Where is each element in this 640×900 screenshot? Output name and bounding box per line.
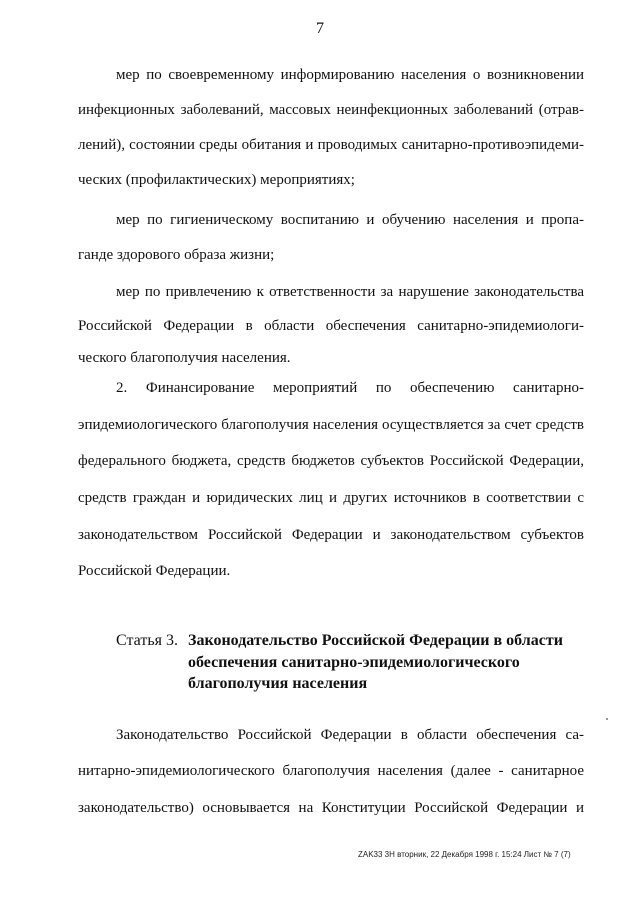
text-line: инфекционных заболеваний, массовых неинфекционных заболеваний (отрав-	[78, 102, 584, 118]
text-line: Российской Федерации.	[78, 563, 231, 579]
text-line: мер по гигиеническому воспитанию и обучению населения и пропа-	[116, 212, 584, 228]
text-line: лений), состоянии среды обитания и проводимых санитарно-противоэпидеми-	[78, 137, 584, 153]
text-line: федерального бюджета, средств бюджетов субъектов Российской Федерации,	[78, 453, 584, 469]
text-line: мер по привлечению к ответственности за нарушение законодательства	[116, 284, 584, 300]
text-line: законодательством Российской Федерации и законодательством субъектов	[78, 527, 584, 543]
text-line: ганде здорового образа жизни;	[78, 247, 275, 263]
text-line: ческих (профилактических) мероприятиях;	[78, 172, 355, 188]
text-line: эпидемиологического благополучия населения осуществляется за счет средств	[78, 417, 584, 433]
text-line: нитарно-эпидемиологического благополучия населения (далее - санитарное	[78, 763, 584, 779]
article-prefix: Статья 3.	[116, 632, 178, 649]
text-line: законодательство) основывается на Конституции Российской Федерации и	[78, 800, 584, 816]
text-line: 2. Финансирование мероприятий по обеспечению санитарно-	[116, 380, 584, 396]
scan-speck	[606, 718, 608, 720]
text-line: средств граждан и юридических лиц и других источников в соответствии с	[78, 490, 584, 506]
page-number: 7	[316, 20, 324, 37]
footer-stamp: ZAK33 3Н вторник, 22 Декабря 1998 г. 15:24 Лист № 7 (7)	[358, 850, 571, 859]
text-line: Российской Федерации в области обеспечения санитарно-эпидемиологи-	[78, 318, 584, 334]
article-title-line: обеспечения санитарно-эпидемиологического	[188, 654, 520, 671]
text-line: Законодательство Российской Федерации в области обеспечения са-	[116, 727, 584, 743]
text-line: ческого благополучия населения.	[78, 350, 291, 366]
article-title-line: благополучия населения	[188, 675, 368, 692]
article-title-line: Законодательство Российской Федерации в области	[188, 632, 563, 649]
text-line: мер по своевременному информированию населения о возникновении	[116, 67, 584, 83]
